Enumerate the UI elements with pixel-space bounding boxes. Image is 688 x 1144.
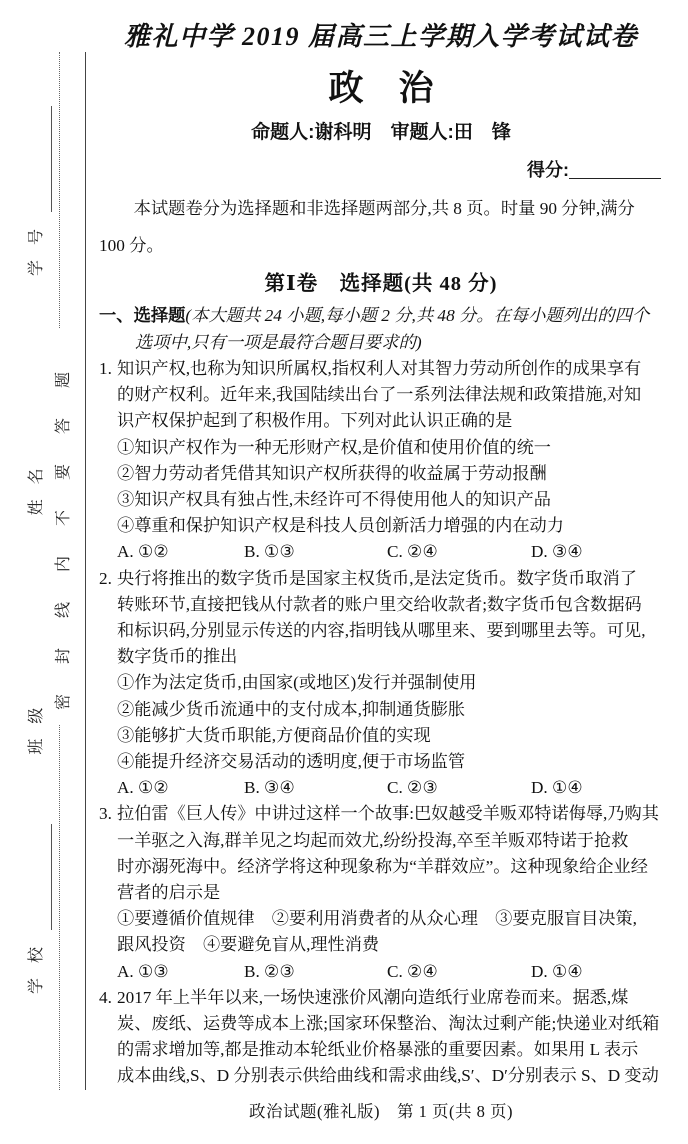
answer-options [99, 539, 663, 565]
field-student-number-blank [29, 106, 52, 212]
intro-line: 本试题卷分为选择题和非选择题两部分,共 8 页。时量 90 分钟,满分 [133, 199, 635, 218]
question-stem-line: 成本曲线,S、D 分别表示供给曲线和需求曲线,S′、D′分别表示 S、D 变动 [117, 1066, 659, 1086]
answer-options [99, 775, 663, 801]
question-stem-line [99, 356, 663, 382]
exam-content [99, 0, 663, 1122]
statement-item: ①作为法定货币,由国家(或地区)发行并强制使用 [117, 673, 477, 693]
section-title: 第Ⅰ卷 选择题(共 48 分) [264, 273, 498, 295]
statement-item: ②智力劳动者凭借其知识产权所获得的收益属于劳动报酬 [117, 463, 547, 483]
option-b: B. ③④ [244, 778, 295, 798]
question-stem-line: 转账环节,直接把钱从付款者的账户里交给收款者;数字货币包含数据码 [117, 594, 642, 614]
instruction-line [99, 302, 663, 329]
question-stem-line: 炭、废纸、运费等成本上涨;国家环保整治、淘汰过剩产能;快递业对纸箱 [117, 1014, 660, 1034]
statement-item: 跟风投资 ④要避免盲从,理性消费 [117, 935, 380, 955]
question-number: 1. [99, 359, 112, 378]
option-a: A. ①② [117, 778, 169, 798]
exam-title: 雅礼中学 2019 届高三上学期入学考试试卷 [123, 22, 638, 51]
score-label: 得分: [527, 160, 569, 180]
question-stem-line [99, 566, 663, 592]
question-number: 4. [99, 987, 112, 1007]
stem-text: 知识产权,也称为知识所属权,指权利人对其智力劳动所创作的成果享有 [117, 359, 642, 378]
field-school [22, 824, 52, 994]
question-2 [99, 566, 663, 802]
student-info-fields [20, 106, 52, 994]
option-a: A. ①③ [117, 961, 169, 981]
option-b: B. ②③ [244, 961, 295, 981]
statement-item: ①要遵循价值规律 ②要利用消费者的从众心理 ③要克服盲目决策, [117, 909, 637, 929]
score-blank [569, 158, 661, 179]
field-class-label: 班级 [28, 692, 45, 755]
option-a: A. ①② [117, 542, 169, 562]
instruction-line: 选项中,只有一项是最符合题目要求的) [135, 333, 422, 352]
question-number: 3. [99, 804, 112, 824]
question-stem-line: 时亦溺死海中。经济学将这种现象称为“羊群效应”。这种现象给企业经 [117, 856, 648, 876]
question-4 [99, 985, 663, 1090]
page-footer: 政治试题(雅礼版) 第 1 页(共 8 页) [249, 1101, 513, 1121]
option-d: D. ③④ [531, 542, 583, 562]
setter-line: 命题人:谢科明 审题人:田 锋 [251, 122, 511, 143]
question-number: 2. [99, 568, 112, 588]
section-instruction [99, 302, 663, 356]
statement-item: ④尊重和保护知识产权是科技人员创新活力增强的内在动力 [117, 516, 564, 536]
margin-border-line [85, 52, 86, 1090]
question-stem-line [99, 801, 663, 827]
option-c: C. ②④ [387, 542, 438, 562]
question-stem-line: 和标识码,分别显示传送的内容,指明钱从哪里来、要到哪里去等。可见, [117, 621, 646, 641]
statement-item: ②能减少货币流通中的支付成本,抑制通货膨胀 [117, 699, 466, 719]
seal-line-text: 密封线内不要答题 [49, 328, 78, 724]
question-stem-line: 数字货币的推出 [117, 647, 238, 667]
question-3 [99, 801, 663, 984]
option-c: C. ②③ [387, 778, 438, 798]
field-school-blank [29, 824, 52, 930]
statement-item: ①知识产权作为一种无形财产权,是价值和使用价值的统一 [117, 437, 551, 457]
score-row [99, 156, 663, 182]
question-1 [99, 356, 663, 566]
subject-title: 政 治 [328, 69, 434, 108]
stem-text: 拉伯雷《巨人传》中讲过这样一个故事:巴奴越受羊贩邓特诺侮辱,乃购其 [117, 804, 659, 824]
instruction-lead: 一、选择题 [99, 306, 186, 325]
question-stem-line: 一羊驱之入海,群羊见之均起而效尤,纷纷投海,卒至羊贩邓特诺于抢救 [117, 830, 629, 850]
field-name [22, 345, 52, 515]
stem-text: 央行将推出的数字货币是国家主权货币,是法定货币。数字货币取消了 [117, 568, 637, 588]
statement-item: ③能够扩大货币职能,方便商品价值的实现 [117, 725, 431, 745]
statement-item: ③知识产权具有独占性,未经许可不得使用他人的知识产品 [117, 490, 551, 510]
statement-item: ④能提升经济交易活动的透明度,便于市场监管 [117, 752, 466, 772]
field-class [22, 585, 52, 755]
field-school-label: 学校 [28, 931, 45, 994]
field-student-number [22, 106, 52, 276]
option-b: B. ①③ [244, 542, 295, 562]
field-student-number-label: 学号 [28, 214, 45, 277]
intro-line: 100 分。 [99, 236, 164, 255]
question-stem-line: 的财产权利。近年来,我国陆续出台了一系列法律法规和政策措施,对知 [117, 385, 642, 405]
option-d: D. ①④ [531, 961, 583, 981]
question-stem-line: 识产权保护起到了积极作用。下列对此认识正确的是 [117, 411, 513, 431]
option-d: D. ①④ [531, 778, 583, 798]
answer-options [99, 959, 663, 985]
stem-text: 2017 年上半年以来,一场快速涨价风潮向造纸行业席卷而来。据悉,煤 [117, 987, 629, 1007]
question-stem-line: 的需求增加等,都是推动本轮纸业价格暴涨的重要因素。如果用 L 表示 [117, 1040, 639, 1060]
instruction-text: (本大题共 24 小题,每小题 2 分,共 48 分。在每小题列出的四个 [185, 306, 650, 325]
question-stem-line [99, 985, 663, 1011]
question-stem-line: 营者的启示是 [117, 883, 221, 903]
intro-paragraph [99, 190, 663, 264]
option-c: C. ②④ [387, 961, 438, 981]
field-name-label: 姓名 [28, 453, 45, 516]
